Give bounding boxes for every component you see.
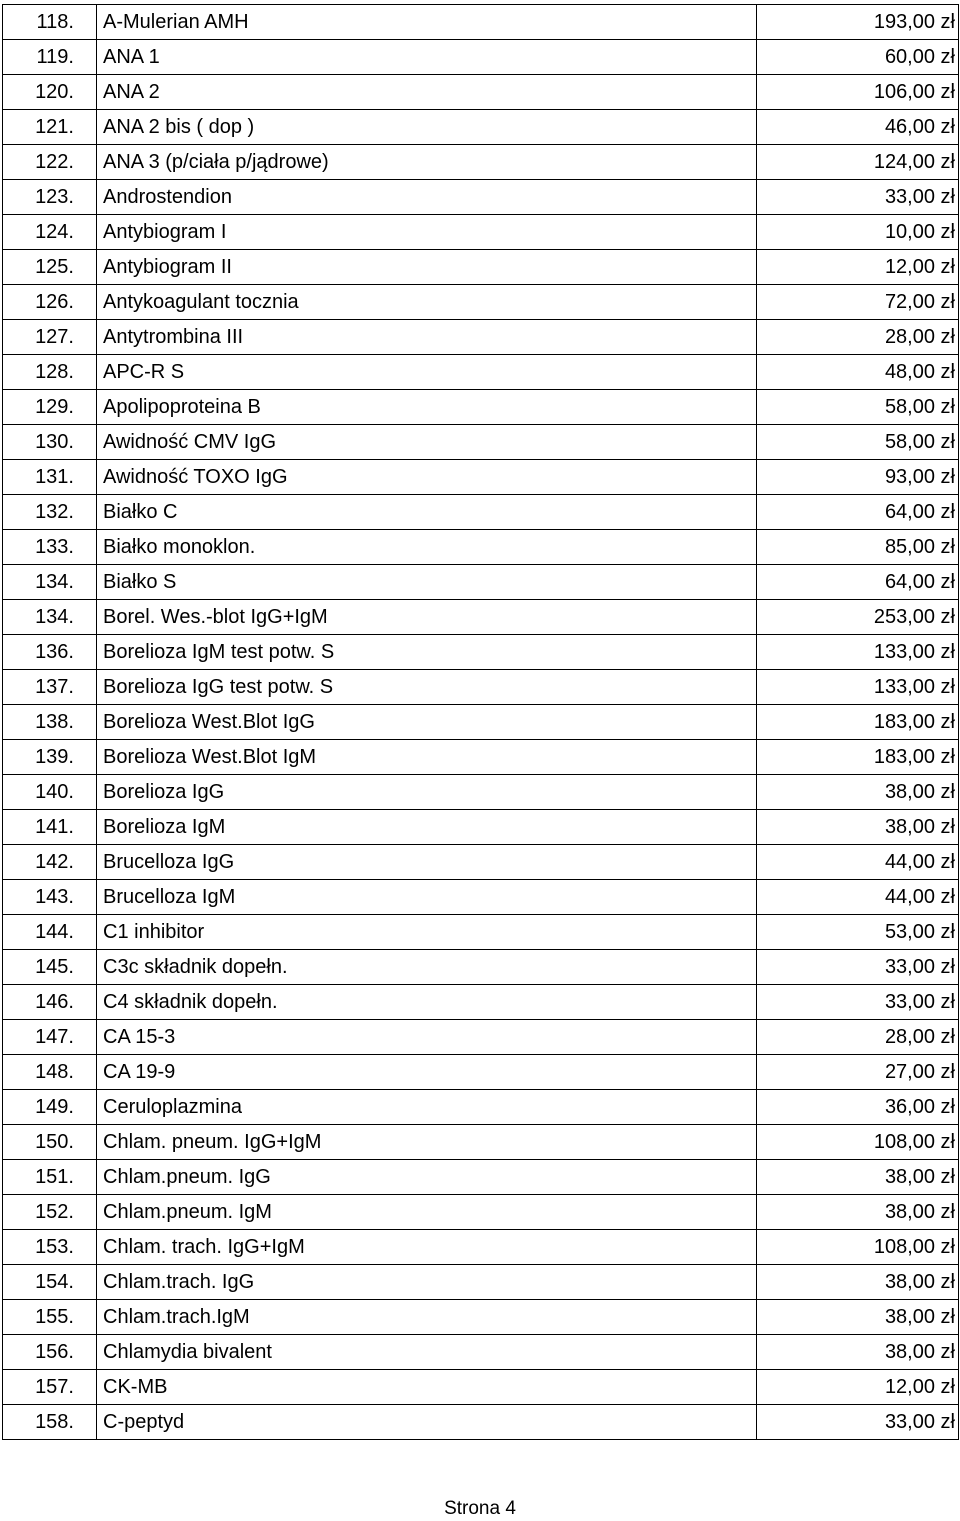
table-row: [3, 600, 959, 635]
table-row: [3, 1195, 959, 1230]
row-number: 149.: [3, 1090, 97, 1125]
table-row: [3, 530, 959, 565]
table-row: [3, 845, 959, 880]
test-price: 36,00 zł: [757, 1090, 959, 1125]
test-price: 33,00 zł: [757, 180, 959, 215]
test-name: C-peptyd: [97, 1405, 757, 1440]
page-number: Strona 4: [444, 1498, 516, 1519]
test-name: ANA 2: [97, 75, 757, 110]
table-row: [3, 180, 959, 215]
test-name: Białko monoklon.: [97, 530, 757, 565]
test-price: 60,00 zł: [757, 40, 959, 75]
test-price: 38,00 zł: [757, 1160, 959, 1195]
test-price: 58,00 zł: [757, 425, 959, 460]
test-name: APC-R S: [97, 355, 757, 390]
row-number: 129.: [3, 390, 97, 425]
test-name: ANA 2 bis ( dop ): [97, 110, 757, 145]
test-price: 133,00 zł: [757, 635, 959, 670]
test-name: Chlam. pneum. IgG+IgM: [97, 1125, 757, 1160]
test-price: 108,00 zł: [757, 1125, 959, 1160]
row-number: 128.: [3, 355, 97, 390]
table-row: [3, 320, 959, 355]
test-price: 193,00 zł: [757, 5, 959, 40]
row-number: 126.: [3, 285, 97, 320]
test-price: 64,00 zł: [757, 565, 959, 600]
test-price: 38,00 zł: [757, 1335, 959, 1370]
test-price: 64,00 zł: [757, 495, 959, 530]
table-row: [3, 1090, 959, 1125]
row-number: 141.: [3, 810, 97, 845]
row-number: 132.: [3, 495, 97, 530]
test-price: 183,00 zł: [757, 740, 959, 775]
table-row: [3, 740, 959, 775]
table-row: [3, 1265, 959, 1300]
test-price: 183,00 zł: [757, 705, 959, 740]
test-name: Androstendion: [97, 180, 757, 215]
test-price: 44,00 zł: [757, 845, 959, 880]
test-price: 46,00 zł: [757, 110, 959, 145]
test-price: 93,00 zł: [757, 460, 959, 495]
table-row: [3, 75, 959, 110]
row-number: 153.: [3, 1230, 97, 1265]
row-number: 120.: [3, 75, 97, 110]
row-number: 158.: [3, 1405, 97, 1440]
test-name: CK-MB: [97, 1370, 757, 1405]
test-price: 12,00 zł: [757, 250, 959, 285]
test-name: Chlam.trach. IgG: [97, 1265, 757, 1300]
test-price: 10,00 zł: [757, 215, 959, 250]
row-number: 137.: [3, 670, 97, 705]
row-number: 119.: [3, 40, 97, 75]
test-price: 38,00 zł: [757, 775, 959, 810]
row-number: 121.: [3, 110, 97, 145]
row-number: 154.: [3, 1265, 97, 1300]
row-number: 155.: [3, 1300, 97, 1335]
test-name: Borelioza West.Blot IgM: [97, 740, 757, 775]
table-row: [3, 915, 959, 950]
table-row: [3, 390, 959, 425]
row-number: 146.: [3, 985, 97, 1020]
table-row: [3, 40, 959, 75]
table-row: [3, 775, 959, 810]
test-price: 28,00 zł: [757, 320, 959, 355]
table-row: [3, 565, 959, 600]
table-row: [3, 1335, 959, 1370]
test-name: ANA 3 (p/ciała p/jądrowe): [97, 145, 757, 180]
test-price: 38,00 zł: [757, 1195, 959, 1230]
row-number: 134.: [3, 565, 97, 600]
row-number: 123.: [3, 180, 97, 215]
test-name: Borelioza IgG: [97, 775, 757, 810]
test-name: C4 składnik dopełn.: [97, 985, 757, 1020]
test-name: Ceruloplazmina: [97, 1090, 757, 1125]
table-row: [3, 1300, 959, 1335]
test-price: 33,00 zł: [757, 985, 959, 1020]
test-name: Antykoagulant tocznia: [97, 285, 757, 320]
table-row: [3, 1405, 959, 1440]
test-name: Antybiogram I: [97, 215, 757, 250]
row-number: 157.: [3, 1370, 97, 1405]
table-row: [3, 1230, 959, 1265]
row-number: 125.: [3, 250, 97, 285]
test-price: 53,00 zł: [757, 915, 959, 950]
test-name: CA 19-9: [97, 1055, 757, 1090]
test-price: 38,00 zł: [757, 1265, 959, 1300]
table-row: [3, 635, 959, 670]
test-name: Chlam.pneum. IgG: [97, 1160, 757, 1195]
test-price: 28,00 zł: [757, 1020, 959, 1055]
row-number: 131.: [3, 460, 97, 495]
test-price: 72,00 zł: [757, 285, 959, 320]
row-number: 142.: [3, 845, 97, 880]
test-price: 33,00 zł: [757, 1405, 959, 1440]
test-name: Borel. Wes.-blot IgG+IgM: [97, 600, 757, 635]
table-row: [3, 705, 959, 740]
row-number: 144.: [3, 915, 97, 950]
test-name: Apolipoproteina B: [97, 390, 757, 425]
price-list-body: [3, 5, 959, 1440]
table-row: [3, 1160, 959, 1195]
test-price: 124,00 zł: [757, 145, 959, 180]
row-number: 150.: [3, 1125, 97, 1160]
test-price: 85,00 zł: [757, 530, 959, 565]
table-row: [3, 285, 959, 320]
test-price: 108,00 zł: [757, 1230, 959, 1265]
test-price: 38,00 zł: [757, 1300, 959, 1335]
row-number: 127.: [3, 320, 97, 355]
test-name: Borelioza West.Blot IgG: [97, 705, 757, 740]
test-price: 27,00 zł: [757, 1055, 959, 1090]
test-name: Antytrombina III: [97, 320, 757, 355]
test-name: Brucelloza IgM: [97, 880, 757, 915]
test-price: 106,00 zł: [757, 75, 959, 110]
test-name: ANA 1: [97, 40, 757, 75]
test-name: Białko C: [97, 495, 757, 530]
table-row: [3, 985, 959, 1020]
test-name: Borelioza IgM test potw. S: [97, 635, 757, 670]
row-number: 133.: [3, 530, 97, 565]
test-name: Chlam.pneum. IgM: [97, 1195, 757, 1230]
row-number: 130.: [3, 425, 97, 460]
table-row: [3, 810, 959, 845]
test-name: CA 15-3: [97, 1020, 757, 1055]
table-row: [3, 1125, 959, 1160]
table-row: [3, 950, 959, 985]
row-number: 139.: [3, 740, 97, 775]
row-number: 145.: [3, 950, 97, 985]
table-row: [3, 1055, 959, 1090]
row-number: 122.: [3, 145, 97, 180]
test-name: Antybiogram II: [97, 250, 757, 285]
test-price: 38,00 zł: [757, 810, 959, 845]
test-price: 12,00 zł: [757, 1370, 959, 1405]
row-number: 143.: [3, 880, 97, 915]
test-name: C1 inhibitor: [97, 915, 757, 950]
table-row: [3, 5, 959, 40]
test-name: Chlamydia bivalent: [97, 1335, 757, 1370]
row-number: 138.: [3, 705, 97, 740]
table-row: [3, 110, 959, 145]
test-price: 253,00 zł: [757, 600, 959, 635]
test-price: 58,00 zł: [757, 390, 959, 425]
test-price: 33,00 zł: [757, 950, 959, 985]
table-row: [3, 250, 959, 285]
row-number: 152.: [3, 1195, 97, 1230]
test-name: Borelioza IgG test potw. S: [97, 670, 757, 705]
test-price: 44,00 zł: [757, 880, 959, 915]
table-row: [3, 145, 959, 180]
test-name: A-Mulerian AMH: [97, 5, 757, 40]
test-name: Brucelloza IgG: [97, 845, 757, 880]
test-name: Chlam.trach.IgM: [97, 1300, 757, 1335]
test-price: 48,00 zł: [757, 355, 959, 390]
row-number: 136.: [3, 635, 97, 670]
table-row: [3, 670, 959, 705]
row-number: 124.: [3, 215, 97, 250]
row-number: 134.: [3, 600, 97, 635]
table-row: [3, 215, 959, 250]
row-number: 140.: [3, 775, 97, 810]
table-row: [3, 495, 959, 530]
test-name: Białko S: [97, 565, 757, 600]
price-list-table: [2, 4, 959, 1440]
row-number: 156.: [3, 1335, 97, 1370]
row-number: 147.: [3, 1020, 97, 1055]
table-row: [3, 355, 959, 390]
row-number: 118.: [3, 5, 97, 40]
table-row: [3, 460, 959, 495]
table-row: [3, 425, 959, 460]
test-name: Borelioza IgM: [97, 810, 757, 845]
table-row: [3, 1370, 959, 1405]
table-row: [3, 880, 959, 915]
test-name: Awidność TOXO IgG: [97, 460, 757, 495]
table-row: [3, 1020, 959, 1055]
test-name: Chlam. trach. IgG+IgM: [97, 1230, 757, 1265]
test-name: Awidność CMV IgG: [97, 425, 757, 460]
test-name: C3c składnik dopełn.: [97, 950, 757, 985]
row-number: 148.: [3, 1055, 97, 1090]
test-price: 133,00 zł: [757, 670, 959, 705]
row-number: 151.: [3, 1160, 97, 1195]
